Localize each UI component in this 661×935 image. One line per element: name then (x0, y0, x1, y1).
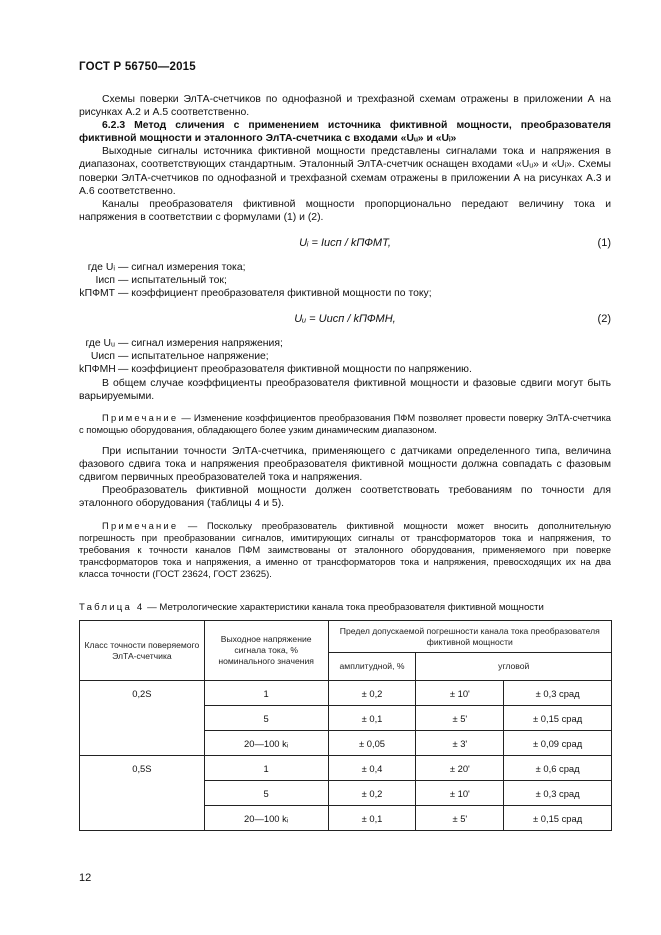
section-heading-6-2-3: 6.2.3 Метод сличения с применением источника фиктивной мощности, преобразователя фиктивной мощности и эталонного ЭлТА-счетчика с входами «Uᵤ» и «Uᵢ» (79, 120, 611, 145)
cell-amplitude: ± 0,2 (328, 681, 416, 706)
cell-angle-crad: ± 0,15 срад (504, 806, 612, 831)
where-symbol: kПФМН (79, 364, 116, 376)
where-symbol: kПФМТ (79, 288, 115, 300)
cell-angle-crad: ± 0,6 срад (504, 756, 612, 781)
cell-output: 5 (204, 781, 328, 806)
cell-amplitude: ± 0,05 (328, 731, 416, 756)
note-2-text: — Поскольку преобразователь фиктивной мощности может вносить дополнительную погрешность при преобразовании сигналов, имитирующих сигналы от трансформаторов тока и напряжения, то требования к точности каналов ПФМ заимствованы от эталонного оборудования, применяемого при поверке трансформаторов тока и напряжения, а именно от трансформаторов тока и напряжения, превосходящих их на два класса точности (ГОСТ 23624, ГОСТ 23625). (79, 519, 611, 580)
table-row (80, 681, 612, 706)
where-symbol: Uисп (90, 351, 115, 363)
where-text: — испытательное напряжение; (118, 351, 269, 363)
formula-1 (79, 231, 611, 257)
where-1-row-3 (79, 287, 611, 300)
where-2-row-1 (79, 337, 611, 350)
where-text: — испытательный ток; (118, 275, 227, 287)
cell-angle-crad: ± 0,3 срад (504, 681, 612, 706)
cell-angle-minutes: ± 10' (416, 781, 504, 806)
note-label: Примечание (102, 411, 179, 423)
paragraph-7: Преобразователь фиктивной мощности должен соответствовать требованиям по точности для эталонного оборудования (таблицы 4 и 5). (79, 485, 611, 510)
cell-angle-minutes: ± 3' (416, 731, 504, 756)
cell-amplitude: ± 0,2 (328, 781, 416, 806)
header-amplitude: амплитудной, % (328, 653, 416, 681)
table-caption-label: Таблица 4 (79, 602, 145, 613)
where-symbol: Iисп (95, 275, 115, 287)
cell-class: 0,5S (80, 756, 205, 831)
note-1 (79, 412, 611, 436)
table-caption (79, 602, 544, 613)
where-text: — коэффициент преобразователя фиктивной мощности по току; (118, 288, 432, 300)
cell-angle-minutes: ± 20' (416, 756, 504, 781)
where-text: — сигнал измерения тока; (118, 261, 246, 273)
table-row (80, 756, 612, 781)
formula-2-expression: Uᵤ = Uисп / kПФМН, (294, 313, 396, 326)
where-text: — сигнал измерения напряжения; (118, 338, 283, 350)
header-output-voltage: Выходное напряжение сигнала тока, % номинального значения (204, 621, 328, 681)
page-number: 12 (79, 872, 92, 884)
cell-class: 0,2S (80, 681, 205, 756)
paragraph-3: Выходные сигналы источника фиктивной мощности представлены сигналами тока и напряжения в диапазонах, соответствующих стандартным. Эталонный ЭлТА-счетчик оснащен входами «Uᵤ» и «Uᵢ». Схемы поверки ЭлТА-счетчиков по однофазной и трехфазной схемам отражены в приложении А на рисунках А.3 и А.6 соответственно. (79, 146, 611, 197)
table-caption-text: — Метрологические характеристики канала тока преобразователя фиктивной мощности (144, 602, 544, 613)
where-2-row-2 (79, 350, 611, 363)
where-text: — коэффициент преобразователя фиктивной мощности по напряжению. (118, 364, 472, 376)
header-error-limit: Предел допускаемой погрешности канала тока преобразователя фиктивной мощности (328, 621, 611, 653)
body-text (79, 93, 611, 581)
note-2 (79, 520, 611, 581)
where-1-row-2 (79, 274, 611, 287)
cell-angle-minutes: ± 10' (416, 681, 504, 706)
where-1-row-1 (79, 261, 611, 274)
note-label: Примечание (102, 519, 179, 531)
cell-angle-minutes: ± 5' (416, 806, 504, 831)
cell-amplitude: ± 0,1 (328, 806, 416, 831)
cell-amplitude: ± 0,4 (328, 756, 416, 781)
header-angular: угловой (416, 653, 612, 681)
paragraph-6: При испытании точности ЭлТА-счетчика, применяющего с датчиками определенного типа, величина фазового сдвига тока и напряжения преобразователя фиктивной мощности должна совпадать с фазовым сдвигом первичных преобразователей тока и напряжения. (79, 446, 611, 484)
paragraph-1: Схемы поверки ЭлТА-счетчиков по однофазной и трехфазной схемам отражены в приложении А на рисунках А.2 и А.5 соответственно. (79, 94, 611, 119)
cell-amplitude: ± 0,1 (328, 706, 416, 731)
where-symbol: где Uᵤ (85, 338, 115, 350)
paragraph-5: В общем случае коэффициенты преобразователя фиктивной мощности и фазовые сдвиги могут быть варьируемыми. (79, 377, 611, 402)
cell-angle-crad: ± 0,3 срад (504, 781, 612, 806)
formula-2 (79, 307, 611, 333)
header-accuracy-class: Класс точности поверяемого ЭлТА-счетчика (80, 621, 205, 681)
cell-output: 1 (204, 681, 328, 706)
cell-output: 20—100 kᵢ (204, 806, 328, 831)
where-symbol: где Uᵢ (87, 261, 115, 273)
table-4 (79, 620, 612, 831)
cell-output: 5 (204, 706, 328, 731)
paragraph-4: Каналы преобразователя фиктивной мощности пропорционально передают величину тока и напряжения в соответствии с формулами (1) и (2). (79, 198, 611, 223)
where-2-row-3 (79, 363, 611, 376)
formula-1-expression: Uᵢ = Iисп / kПФМТ, (299, 236, 391, 249)
cell-angle-crad: ± 0,09 срад (504, 731, 612, 756)
formula-1-number: (1) (597, 236, 611, 249)
cell-output: 1 (204, 756, 328, 781)
note-1-text: — Изменение коэффициентов преобразования ПФМ позволяет провести поверку ЭлТА-счетчика с помощью оборудования, обладающего более узким динамическим диапазоном. (79, 411, 611, 435)
cell-angle-minutes: ± 5' (416, 706, 504, 731)
formula-2-number: (2) (597, 313, 611, 326)
cell-output: 20—100 kᵢ (204, 731, 328, 756)
cell-angle-crad: ± 0,15 срад (504, 706, 612, 731)
running-header: ГОСТ Р 56750—2015 (79, 61, 196, 73)
